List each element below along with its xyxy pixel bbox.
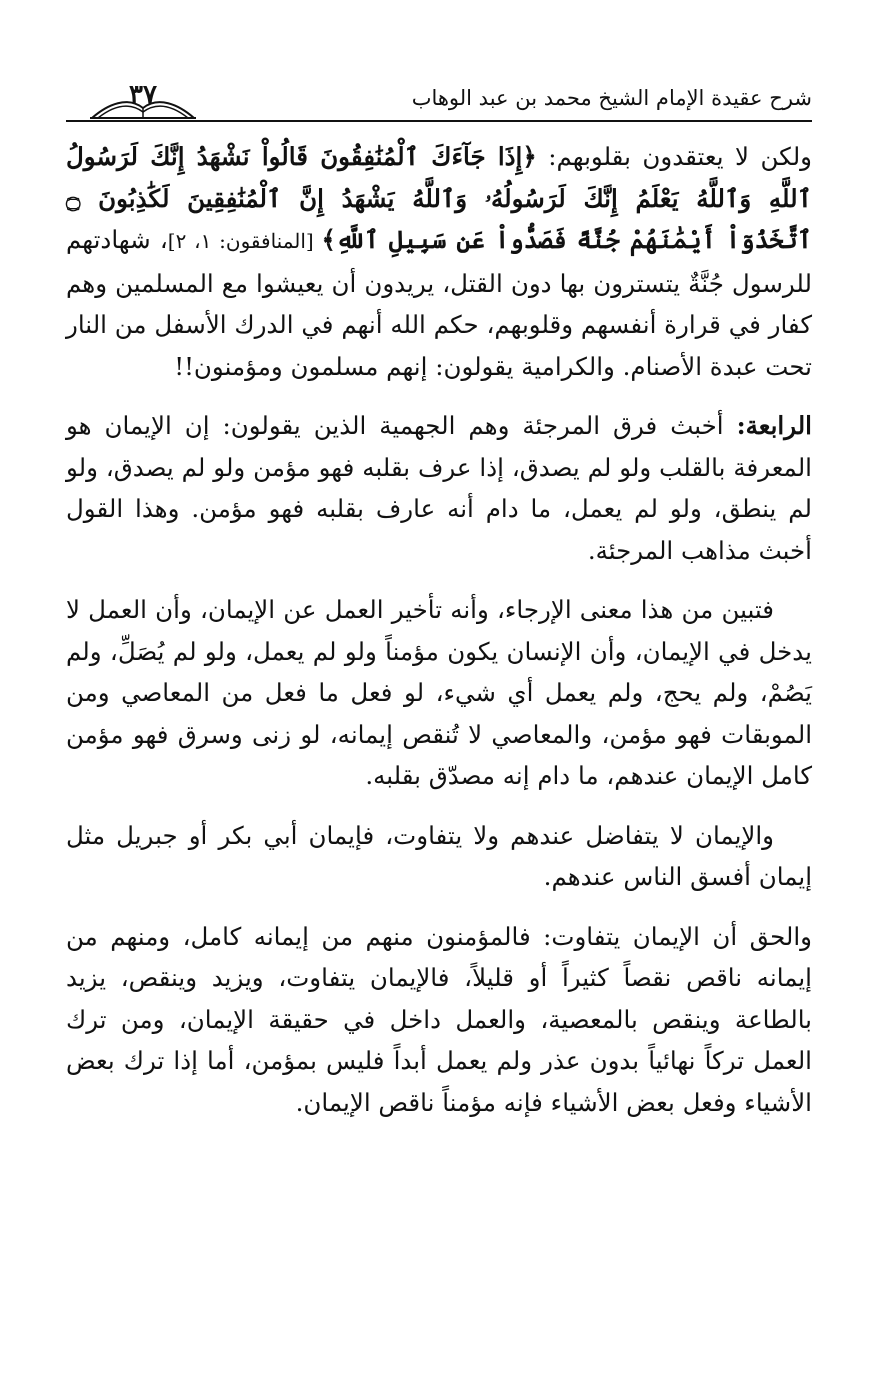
paragraph-text: ، شهادتهم للرسول جُنَّةٌ يتسترون بها دون القتل، يريدون أن يعيشوا مع المسلمين وهم كفار في قرارة أنفسهم وقلوبهم، حكم الله أنهم في الدرك الأسفل من النار تحت عبدة الأصنام. والكرامية يقولون: إنهم مسلمون ومؤمنون!!: [66, 225, 812, 381]
running-title: شرح عقيدة الإمام الشيخ محمد بن عبد الوهاب: [411, 86, 812, 110]
page-number-badge: [88, 74, 198, 118]
paragraph-no-variation: [66, 815, 812, 898]
paragraph-irja-meaning: [66, 589, 812, 797]
paragraph-text: والحق أن الإيمان يتفاوت: فالمؤمنون منهم من إيمانه كامل، ومنهم من إيمانه ناقص نقصاً كثيراً أو قليلاً، فالإيمان يتفاوت، ويزيد وينقص، يزيد بالطاعة وينقص بالمعصية، والعمل داخل في حقيقة الإيمان، ومن ترك العمل تركاً نهائياً بدون عذر ولم يعمل أبداً فليس بمؤمن، أما إذا ترك بعض الأشياء وفعل بعض الأشياء فإنه مؤمناً ناقص الإيمان.: [66, 921, 812, 1117]
paragraph-text: ولكن لا يعتقدون بقلوبهم:: [536, 142, 812, 171]
quran-verse: ﴿إِذَا جَآءَكَ ٱلْمُنَٰفِقُونَ قَالُواْ نَشْهَدُ إِنَّكَ لَرَسُولُ ٱللَّهِ وَٱللَّهُ يَعْلَمُ إِنَّكَ لَرَسُولُهُۥ وَٱللَّهُ يَشْهَدُ إِنَّ ٱلْمُنَٰفِقِينَ لَكَٰذِبُونَ ۝ ٱتَّخَذُوٓاْ أَيْمَٰنَهُمْ جُنَّةً فَصَدُّواْ عَن سَبِيلِ ٱللَّهِ﴾: [66, 142, 813, 254]
paragraph-text: أخبث فرق المرجئة وهم الجهمية الذين يقولون: إن الإيمان هو المعرفة بالقلب ولو لم يصدق، إذا عرف بقلبه فهو مؤمن ولو لم يصدق، ولو لم ينطق، ولو لم يعمل، ما دام أنه عارف بقلبه فهو مؤمن. وهذا القول أخبث مذاهب المرجئة.: [66, 411, 812, 565]
paragraph-truth: [66, 916, 812, 1124]
page-number: ٣٧: [129, 80, 157, 110]
page-header: [66, 74, 812, 124]
header-divider: [66, 120, 812, 122]
paragraph-fourth: [66, 405, 812, 571]
main-text: [66, 136, 812, 1141]
paragraph-text: فتبين من هذا معنى الإرجاء، وأنه تأخير العمل عن الإيمان، وأن العمل لا يدخل في الإيمان، وأن الإنسان يكون مؤمناً ولو لم يعمل، ولو لم يُصَلِّ، ولم يَصُمْ، ولم يحج، ولم يعمل أي شيء، لو فعل ما فعل من المعاصي ومن الموبقات فهو مؤمن، والمعاصي لا تُنقص إيمانه، لو زنى وسرق فهو مؤمن كامل الإيمان عندهم، ما دام إنه مصدّق بقلبه.: [66, 595, 812, 790]
paragraph-munafiqun: [66, 136, 812, 387]
section-lead: الرابعة:: [736, 411, 812, 440]
verse-reference: [المنافقون: ١، ٢]: [167, 229, 322, 253]
paragraph-text: والإيمان لا يتفاضل عندهم ولا يتفاوت، فإيمان أبي بكر أو جبريل مثل إيمان أفسق الناس عندهم.: [66, 820, 812, 891]
